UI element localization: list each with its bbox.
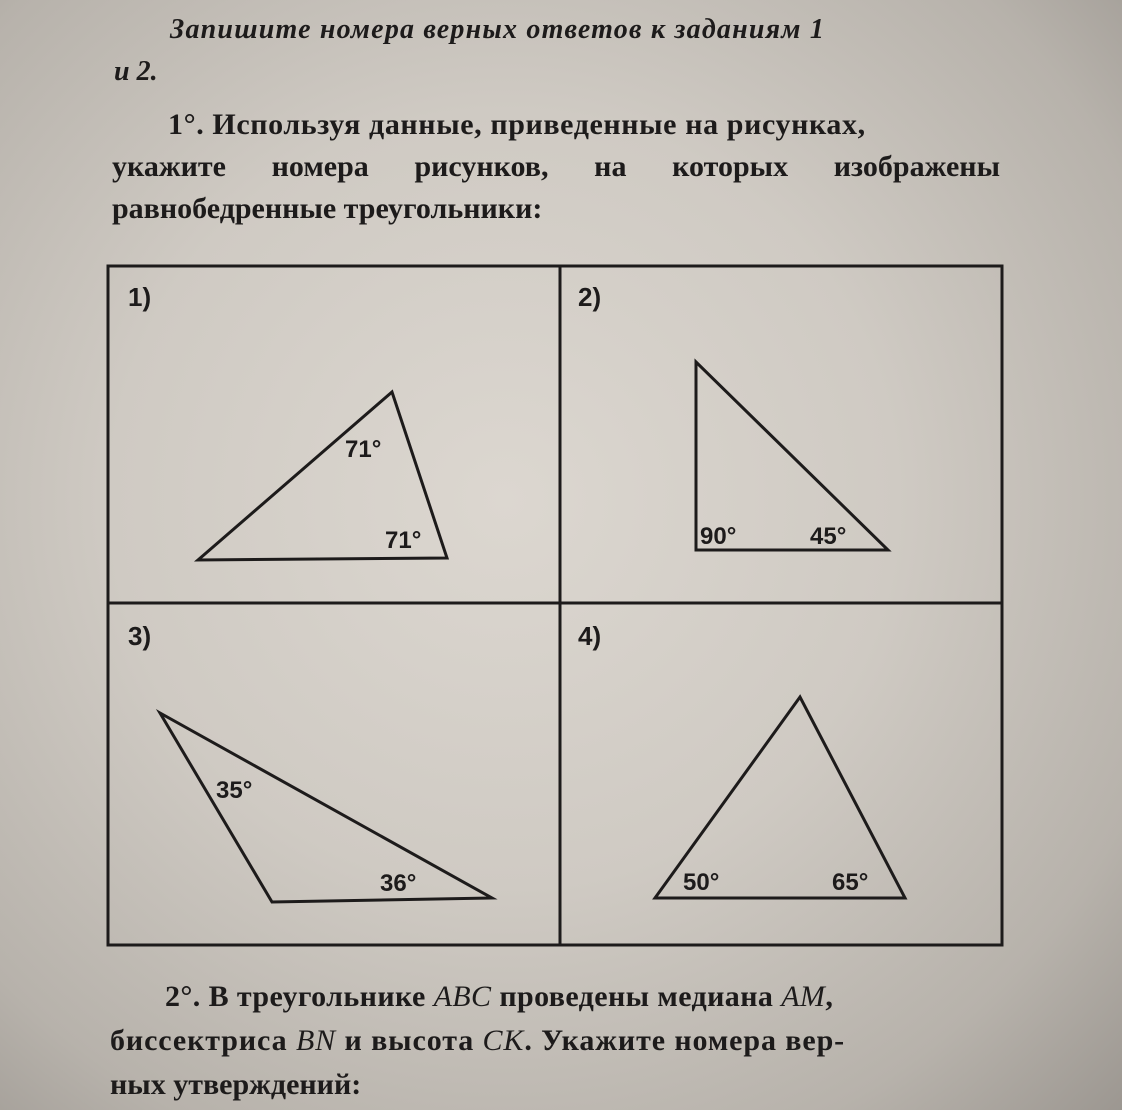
figure-3-angle-top: 35° bbox=[216, 777, 253, 804]
task2-text: , bbox=[825, 980, 834, 1013]
figure-1-angle-top: 71° bbox=[345, 436, 382, 463]
task2-line-2 bbox=[110, 1024, 845, 1058]
figure-1-angle-right: 71° bbox=[385, 527, 422, 554]
instruction-line-2: и 2. bbox=[114, 56, 158, 87]
task1-line-3: равнобедренные треугольники: bbox=[112, 192, 543, 225]
triangle-3 bbox=[160, 713, 492, 902]
triangle-name: ABC bbox=[433, 980, 492, 1013]
grid-border bbox=[108, 266, 1002, 945]
task1-line-1: 1°. Используя данные, приведенные на рисунках, bbox=[168, 108, 866, 141]
figure-2-number: 2) bbox=[578, 282, 602, 312]
task2-text: . Укажите номера вер- bbox=[524, 1024, 846, 1057]
task2-line-3: ных утверждений: bbox=[110, 1068, 362, 1101]
task1-line-2: укажите номера рисунков, на которых изображены bbox=[112, 150, 1000, 183]
triangle-4 bbox=[655, 697, 905, 898]
task2-text: проведены медиана bbox=[491, 980, 782, 1013]
instruction-line-1: Запишите номера верных ответов к заданиям 1 bbox=[170, 14, 826, 45]
median-name: AM bbox=[781, 980, 826, 1013]
bisector-name: BN bbox=[295, 1024, 337, 1057]
task2-text: биссектриса bbox=[110, 1024, 296, 1057]
task2-text: и высота bbox=[336, 1024, 483, 1057]
figure-1-number: 1) bbox=[128, 282, 152, 312]
triangle-2 bbox=[696, 362, 888, 550]
figure-2-angle-right-angle: 90° bbox=[700, 523, 737, 550]
figure-4-angle-right: 65° bbox=[832, 869, 869, 896]
figure-4-angle-left: 50° bbox=[683, 869, 720, 896]
figure-3-angle-right: 36° bbox=[380, 870, 417, 897]
task2-line-1 bbox=[165, 980, 833, 1014]
figure-2-angle-acute: 45° bbox=[810, 523, 847, 550]
altitude-name: CK bbox=[482, 1024, 525, 1057]
figure-4-number: 4) bbox=[578, 621, 602, 651]
figure-3-number: 3) bbox=[128, 621, 152, 651]
task2-text: 2°. В треугольнике bbox=[165, 980, 434, 1013]
